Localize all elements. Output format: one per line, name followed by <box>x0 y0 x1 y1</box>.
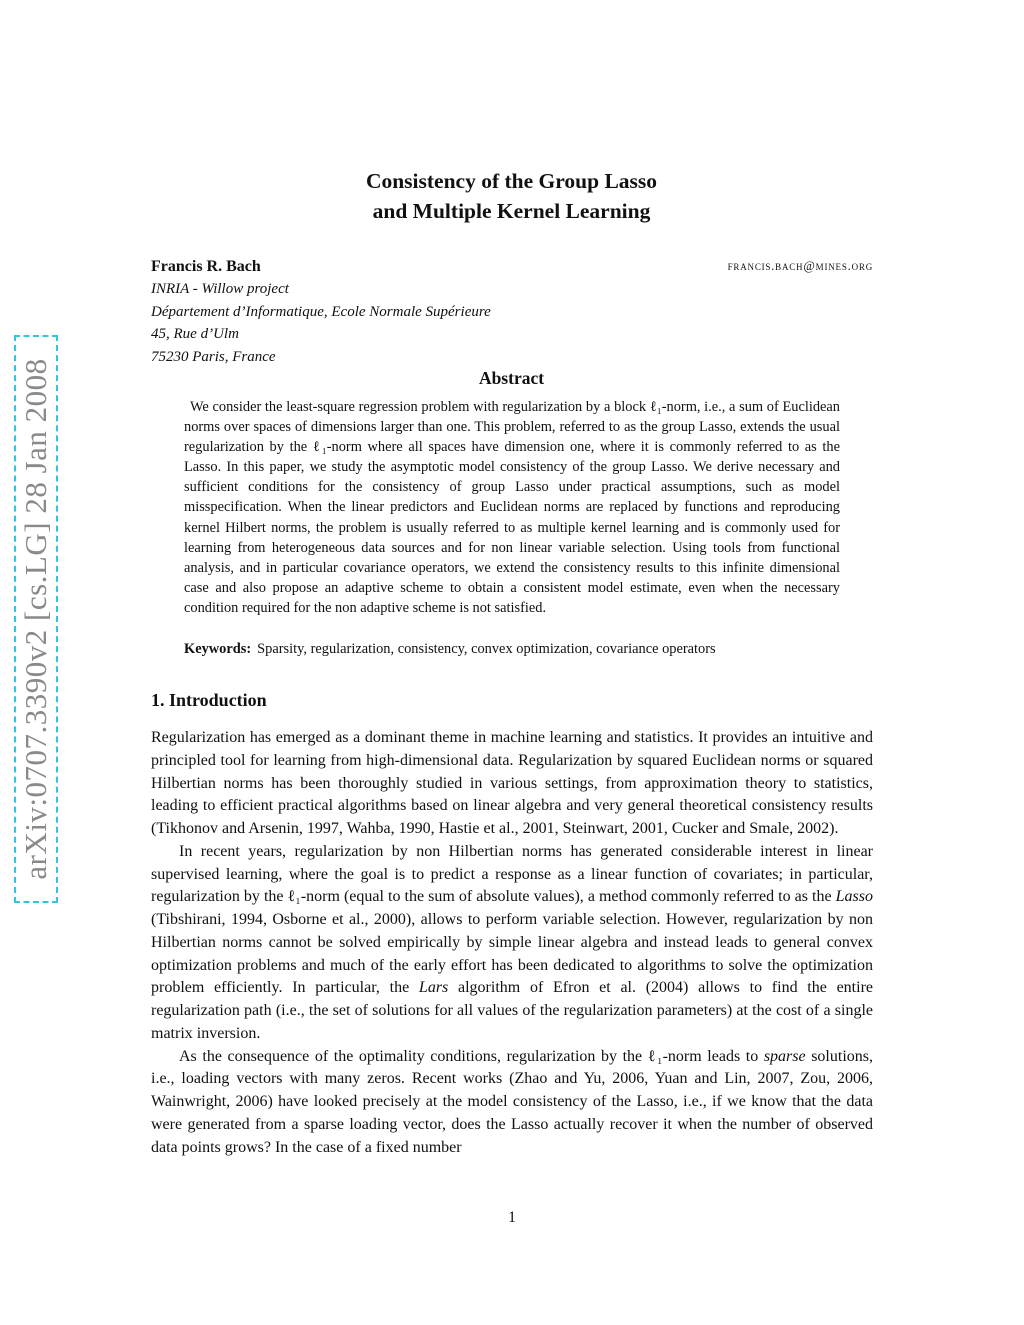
title-line-2: and Multiple Kernel Learning <box>372 199 651 223</box>
page-number: 1 <box>508 1209 516 1226</box>
paragraph-3-text-a: As the consequence of the optimality conditions, regularization by the ℓ₁-norm leads to <box>179 1047 764 1065</box>
paragraph-2-text-b: (Tibshirani, 1994, Osborne et al., 2000), allows to perform variable selection. However, regularization by non Hilbertian norms cannot be solved empirically by simple linear algebra and instead leads to general convex optimization problems and much of the early effort has been dedicated to algorithms to solve the optimization problem efficiently. In particular, the <box>151 911 873 997</box>
section-heading: 1. Introduction <box>151 690 267 710</box>
paragraph-2-text-c: algorithm of Efron et al. (2004) allows to find the entire regularization path (i.e., the set of solutions for all values of the regularization parameters) at the cost of a single matrix inversion. <box>151 979 873 1042</box>
affiliation-line: INRIA - Willow project <box>151 281 289 297</box>
affiliation-line: Département d’Informatique, Ecole Normale Supérieure <box>151 303 491 320</box>
abstract-heading: Abstract <box>478 368 545 388</box>
keywords-label: Keywords: <box>184 641 252 657</box>
arxiv-stamp[interactable] <box>14 335 58 903</box>
section-body <box>151 727 873 1159</box>
arxiv-id: arXiv:0707.3390v2 [cs.LG] 28 Jan 2008 <box>18 358 53 880</box>
paragraph-3-text-b: solutions, i.e., loading vectors with many zeros. Recent works (Zhao and Yu, 2006, Yuan and Lin, 2007, Zou, 2006, Wainwright, 2006) have looked precisely at the model consistency of the Lasso, i.e., if we know that the data were generated from a sparse loading vector, does the Lasso actually recover it when the number of observed data points grows? In the case of a fixed number <box>151 1047 873 1156</box>
keywords-list: Sparsity, regularization, consistency, convex optimization, covariance operators <box>257 641 716 657</box>
author-name: Francis R. Bach <box>151 258 261 275</box>
title-line-1: Consistency of the Group Lasso <box>365 169 658 193</box>
lars-term: Lars <box>418 979 449 997</box>
paragraph-2 <box>151 841 873 1046</box>
abstract-body <box>184 397 840 618</box>
affiliation-line: 75230 Paris, France <box>151 348 276 365</box>
author-email[interactable]: francis.bach@mines.org <box>727 259 873 273</box>
author-block <box>151 256 873 368</box>
keywords <box>184 641 844 658</box>
paper-title <box>150 166 873 226</box>
paragraph-3 <box>151 1046 873 1160</box>
paragraph-1: Regularization has emerged as a dominant theme in machine learning and statistics. It provides an intuitive and principled tool for learning from high-dimensional data. Regularization by squared Euclidean norms or squared Hilbertian norms has been thoroughly studied in various settings, from approximation theory to statistics, leading to efficient practical algorithms based on linear algebra and very general theoretical consistency results (Tikhonov and Arsenin, 1997, Wahba, 1990, Hastie et al., 2001, Steinwart, 2001, Cucker and Smale, 2002). <box>151 729 873 837</box>
sparse-term: sparse <box>763 1047 806 1065</box>
affiliation-line: 45, Rue d’Ulm <box>151 326 239 343</box>
paragraph-2-text-a: In recent years, regularization by non Hilbertian norms has generated considerable interest in linear supervised learning, where the goal is to predict a response as a linear function of covariates; in particular, regularization by the ℓ₁-norm (equal to the sum of absolute values), a method commonly referred to as the <box>151 842 873 906</box>
abstract-text: We consider the least-square regression problem with regularization by a block ℓ₁-norm, i.e., a sum of Euclidean norms over spaces of dimensions larger than one. This problem, referred to as the group Lasso, extends the usual regularization by the ℓ₁-norm where all spaces have dimension one, where it is commonly referred to as the Lasso. In this paper, we study the asymptotic model consistency of the group Lasso. We derive necessary and sufficient conditions for the consistency of group Lasso under practical assumptions, such as model misspecification. When the linear predictors and Euclidean norms are replaced by functions and reproducing kernel Hilbert norms, the problem is usually referred to as multiple kernel learning and is commonly used for learning from heterogeneous data sources and for non linear variable selection. Using tools from functional analysis, and in particular covariance operators, we extend the consistency results to this infinite dimensional case and also propose an adaptive scheme to obtain a consistent model estimate, even when the necessary condition required for the non adaptive scheme is not satisfied. <box>184 399 840 616</box>
lasso-term: Lasso <box>835 888 873 906</box>
